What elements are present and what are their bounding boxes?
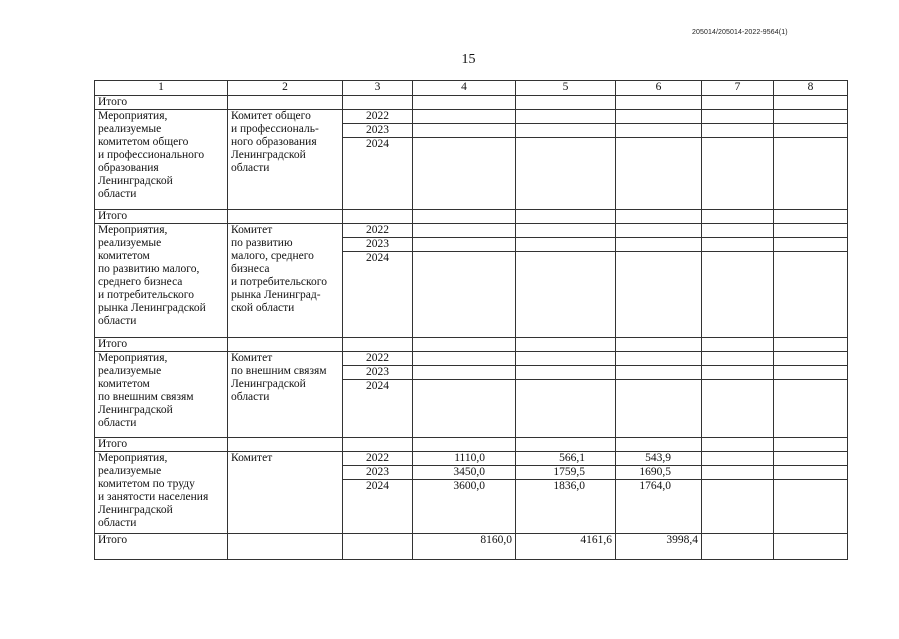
empty-cell bbox=[702, 534, 774, 560]
amount-cell bbox=[774, 224, 848, 338]
measure-name-line: рынка Ленинградской bbox=[98, 302, 206, 314]
amount-value: 1764,0 bbox=[639, 480, 671, 492]
amount-cell bbox=[616, 352, 702, 438]
empty-cell bbox=[516, 96, 616, 110]
empty-cell bbox=[228, 534, 343, 560]
amount-cell bbox=[516, 352, 616, 438]
header-cell: 8 bbox=[774, 81, 848, 96]
table-header-row bbox=[95, 81, 848, 96]
measure-name-line: по внешним связям bbox=[98, 391, 194, 403]
total-amount bbox=[516, 438, 616, 452]
measure-name-line: реализуемые bbox=[98, 123, 162, 135]
year-value: 2022 bbox=[343, 110, 412, 124]
empty-line bbox=[702, 238, 773, 252]
total-amount bbox=[413, 210, 516, 224]
empty-cell bbox=[343, 438, 413, 452]
empty-cell bbox=[228, 438, 343, 452]
total-label: Итого bbox=[95, 338, 228, 352]
document-id: 205014/205014-2022-9564(1) bbox=[692, 29, 788, 36]
page-number: 15 bbox=[461, 52, 476, 67]
executor-line: Комитет bbox=[231, 224, 273, 236]
total-label: Итого bbox=[95, 210, 228, 224]
measure-group-row bbox=[95, 352, 848, 438]
measure-name-line: Ленинградской bbox=[98, 504, 173, 516]
year-value: 2022 bbox=[343, 224, 412, 238]
measure-name-line: реализуемые bbox=[98, 365, 162, 377]
header-cell: 3 bbox=[343, 81, 413, 96]
measure-name-line: Ленинградской bbox=[98, 404, 173, 416]
executor-line: ской области bbox=[231, 302, 295, 314]
measure-name-line: Мероприятия, bbox=[98, 224, 168, 236]
amount-cell bbox=[616, 224, 702, 338]
header-cell: 6 bbox=[616, 81, 702, 96]
empty-cell bbox=[228, 338, 343, 352]
measure-name-line: среднего бизнеса bbox=[98, 276, 183, 288]
amount-value bbox=[413, 366, 515, 380]
executor-line: области bbox=[231, 391, 270, 403]
amount-cell bbox=[702, 224, 774, 338]
year-value: 2022 bbox=[343, 452, 412, 466]
empty-line bbox=[702, 352, 773, 366]
empty-line bbox=[702, 452, 773, 466]
amount-cell bbox=[702, 352, 774, 438]
executor-line: ного образования bbox=[231, 136, 317, 148]
total-row bbox=[95, 534, 848, 560]
amount-value: 1110,0 bbox=[413, 452, 515, 466]
measure-name-cell bbox=[95, 110, 228, 210]
amount-cell bbox=[516, 110, 616, 210]
amount-cell bbox=[774, 452, 848, 534]
total-label: Итого bbox=[95, 96, 228, 110]
total-amount bbox=[516, 210, 616, 224]
year-cell bbox=[343, 224, 413, 338]
header-cell: 5 bbox=[516, 81, 616, 96]
total-row bbox=[95, 438, 848, 452]
year-cell bbox=[343, 452, 413, 534]
amount-cell bbox=[616, 110, 702, 210]
empty-cell bbox=[774, 438, 848, 452]
measure-name-line: комитетом bbox=[98, 378, 150, 390]
executor-cell bbox=[228, 110, 343, 210]
measure-name-line: реализуемые bbox=[98, 237, 162, 249]
total-amount: 4161,6 bbox=[516, 534, 616, 560]
amount-value: 1759,5 bbox=[516, 466, 615, 480]
amount-value bbox=[616, 352, 701, 366]
amount-value bbox=[516, 110, 615, 124]
empty-line bbox=[702, 366, 773, 380]
executor-line: малого, среднего bbox=[231, 250, 314, 262]
amount-value bbox=[413, 224, 515, 238]
empty-line bbox=[774, 366, 847, 380]
empty-line bbox=[774, 224, 847, 238]
header-cell: 7 bbox=[702, 81, 774, 96]
amount-cell bbox=[702, 452, 774, 534]
empty-line bbox=[774, 352, 847, 366]
executor-cell bbox=[228, 452, 343, 534]
measure-name-line: по развитию малого, bbox=[98, 263, 200, 275]
measure-name-line: и занятости населения bbox=[98, 491, 209, 503]
total-amount bbox=[413, 338, 516, 352]
empty-cell bbox=[413, 96, 516, 110]
empty-cell bbox=[343, 338, 413, 352]
measure-name-line: образования bbox=[98, 162, 159, 174]
total-label: Итого bbox=[95, 534, 228, 560]
year-value: 2023 bbox=[343, 366, 412, 380]
amount-cell bbox=[413, 352, 516, 438]
empty-cell bbox=[702, 96, 774, 110]
amount-cell bbox=[516, 224, 616, 338]
header-cell: 1 bbox=[95, 81, 228, 96]
executor-line: Комитет bbox=[231, 452, 273, 464]
executor-line: и профессиональ- bbox=[231, 123, 319, 135]
empty-line bbox=[702, 224, 773, 238]
amount-value: 1690,5 bbox=[616, 466, 701, 480]
executor-line: Ленинградской bbox=[231, 149, 306, 161]
measure-name-line: комитетом общего bbox=[98, 136, 189, 148]
executor-line: Комитет bbox=[231, 352, 273, 364]
year-value: 2023 bbox=[343, 466, 412, 480]
year-cell bbox=[343, 352, 413, 438]
empty-line bbox=[702, 110, 773, 124]
year-value: 2022 bbox=[343, 352, 412, 366]
empty-cell bbox=[702, 210, 774, 224]
measure-group-row bbox=[95, 110, 848, 210]
measure-name-cell bbox=[95, 352, 228, 438]
executor-cell bbox=[228, 224, 343, 338]
amount-value bbox=[516, 352, 615, 366]
amount-value: 543,9 bbox=[616, 452, 701, 466]
measure-name-line: комитетом bbox=[98, 250, 150, 262]
empty-cell bbox=[774, 96, 848, 110]
measure-name-line: области bbox=[98, 188, 137, 200]
total-amount bbox=[516, 338, 616, 352]
executor-line: области bbox=[231, 162, 270, 174]
measure-group-row bbox=[95, 224, 848, 338]
empty-cell bbox=[343, 210, 413, 224]
measure-name-line: области bbox=[98, 315, 137, 327]
amount-value bbox=[413, 238, 515, 252]
empty-cell bbox=[774, 338, 848, 352]
header-cell: 2 bbox=[228, 81, 343, 96]
total-amount bbox=[616, 338, 702, 352]
amount-cell bbox=[774, 352, 848, 438]
empty-cell bbox=[228, 210, 343, 224]
amount-value: 566,1 bbox=[516, 452, 615, 466]
year-value: 2024 bbox=[366, 138, 389, 150]
total-amount bbox=[616, 438, 702, 452]
executor-line: Комитет общего bbox=[231, 110, 311, 122]
total-amount bbox=[413, 438, 516, 452]
amount-cell bbox=[413, 452, 516, 534]
total-amount: 8160,0 bbox=[413, 534, 516, 560]
amount-value bbox=[616, 124, 701, 138]
amount-value: 3600,0 bbox=[453, 480, 485, 492]
measure-name-line: реализуемые bbox=[98, 465, 162, 477]
executor-line: по развитию bbox=[231, 237, 293, 249]
executor-line: по внешним связям bbox=[231, 365, 327, 377]
measure-name-line: Мероприятия, bbox=[98, 452, 168, 464]
amount-cell bbox=[413, 110, 516, 210]
executor-line: бизнеса bbox=[231, 263, 270, 275]
measure-name-line: области bbox=[98, 517, 137, 529]
amount-value bbox=[616, 366, 701, 380]
amount-cell bbox=[413, 224, 516, 338]
year-cell bbox=[343, 110, 413, 210]
measure-name-line: Ленинградской bbox=[98, 175, 173, 187]
amount-value bbox=[516, 238, 615, 252]
measure-name-line: Мероприятия, bbox=[98, 352, 168, 364]
amount-value bbox=[516, 224, 615, 238]
empty-cell bbox=[702, 338, 774, 352]
total-label: Итого bbox=[95, 438, 228, 452]
year-value: 2024 bbox=[366, 480, 389, 492]
measure-name-line: и профессионального bbox=[98, 149, 205, 161]
amount-value bbox=[516, 124, 615, 138]
empty-cell bbox=[343, 534, 413, 560]
total-row bbox=[95, 338, 848, 352]
empty-line bbox=[774, 238, 847, 252]
empty-cell bbox=[702, 438, 774, 452]
amount-value bbox=[413, 110, 515, 124]
measure-name-line: Мероприятия, bbox=[98, 110, 168, 122]
empty-cell bbox=[774, 210, 848, 224]
amount-value bbox=[413, 124, 515, 138]
amount-value: 3450,0 bbox=[413, 466, 515, 480]
empty-cell bbox=[616, 96, 702, 110]
empty-line bbox=[774, 466, 847, 480]
measure-name-line: комитетом по труду bbox=[98, 478, 195, 490]
year-value: 2024 bbox=[366, 252, 389, 264]
amount-value bbox=[616, 238, 701, 252]
empty-line bbox=[774, 124, 847, 138]
amount-value bbox=[516, 366, 615, 380]
measure-group-row bbox=[95, 452, 848, 534]
year-value: 2023 bbox=[343, 124, 412, 138]
empty-cell bbox=[228, 96, 343, 110]
year-value: 2024 bbox=[366, 380, 389, 392]
executor-line: Ленинградской bbox=[231, 378, 306, 390]
amount-cell bbox=[702, 110, 774, 210]
empty-cell bbox=[774, 534, 848, 560]
amount-cell bbox=[516, 452, 616, 534]
empty-line bbox=[774, 110, 847, 124]
amount-value bbox=[616, 224, 701, 238]
budget-table bbox=[94, 80, 848, 560]
executor-line: и потребительского bbox=[231, 276, 327, 288]
empty-line bbox=[774, 452, 847, 466]
year-value: 2023 bbox=[343, 238, 412, 252]
amount-value: 1836,0 bbox=[553, 480, 585, 492]
amount-value bbox=[616, 110, 701, 124]
measure-name-line: области bbox=[98, 417, 137, 429]
total-row-top bbox=[95, 96, 848, 110]
executor-cell bbox=[228, 352, 343, 438]
empty-cell bbox=[343, 96, 413, 110]
measure-name-line: и потребительского bbox=[98, 289, 194, 301]
executor-line: рынка Ленинград- bbox=[231, 289, 321, 301]
total-amount: 3998,4 bbox=[616, 534, 702, 560]
measure-name-cell bbox=[95, 452, 228, 534]
empty-line bbox=[702, 124, 773, 138]
total-amount bbox=[616, 210, 702, 224]
amount-value bbox=[413, 352, 515, 366]
amount-cell bbox=[774, 110, 848, 210]
measure-name-cell bbox=[95, 224, 228, 338]
header-cell: 4 bbox=[413, 81, 516, 96]
amount-cell bbox=[616, 452, 702, 534]
total-row bbox=[95, 210, 848, 224]
empty-line bbox=[702, 466, 773, 480]
